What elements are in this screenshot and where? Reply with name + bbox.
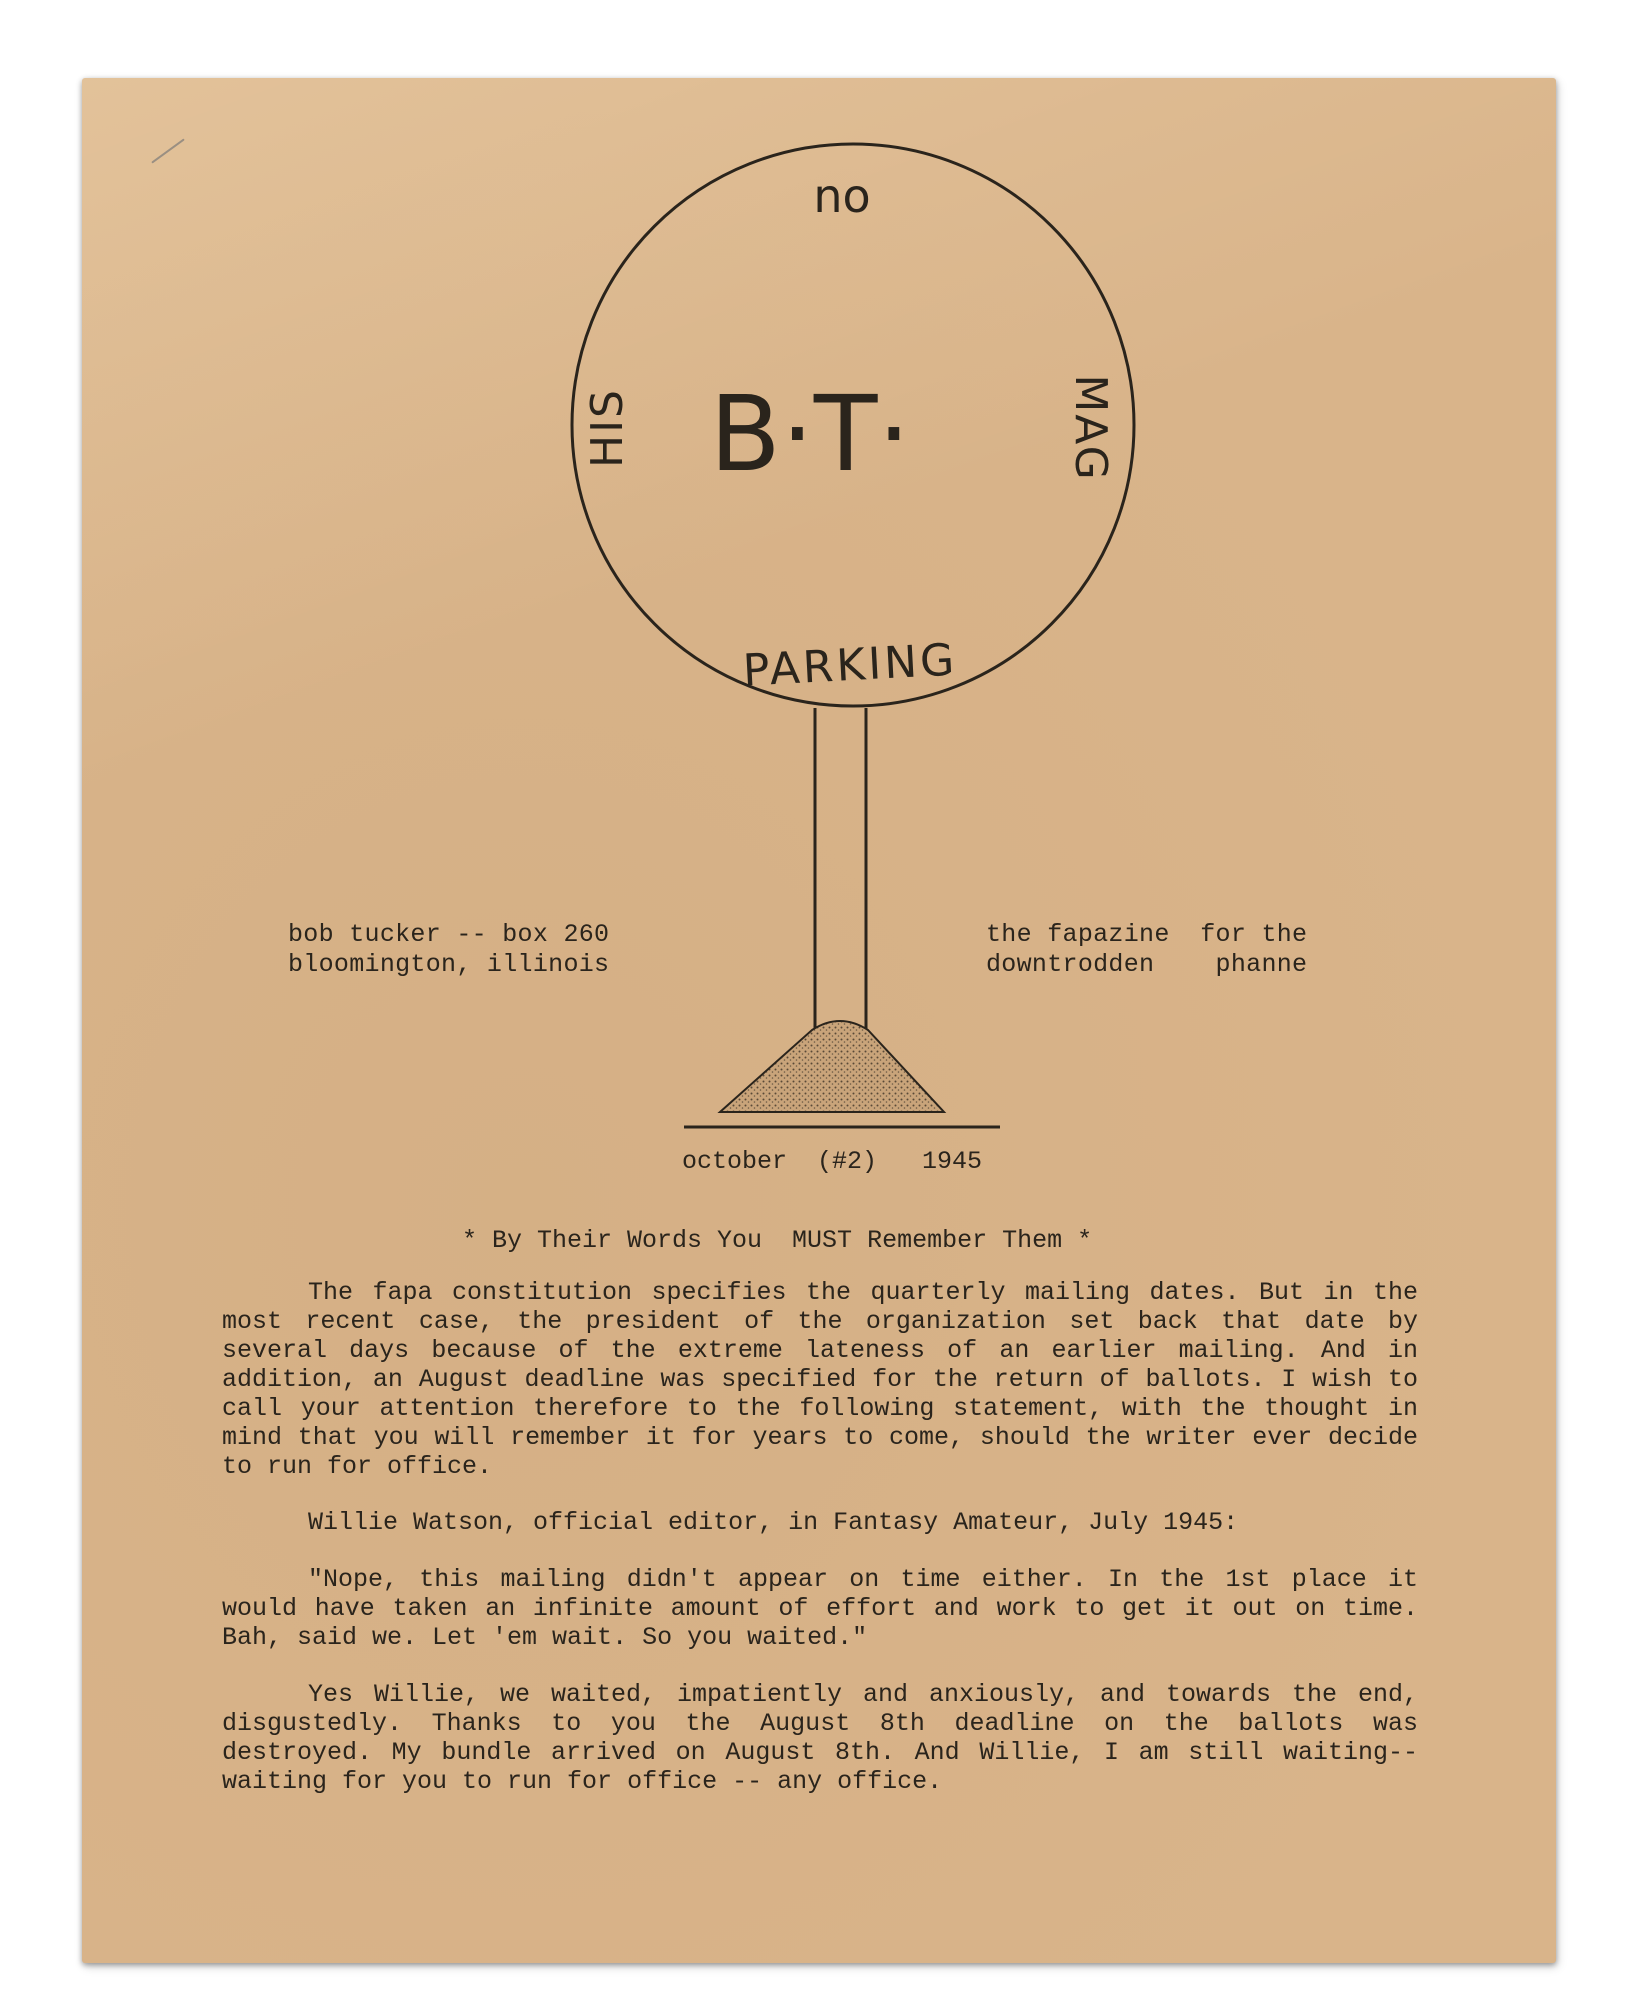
address-line-1: bob tucker -- box 260 [288,920,610,949]
logo-word-top: no [813,169,871,223]
logo-initials: B·T· [709,373,911,495]
paragraph-4 [222,1680,1418,1796]
paragraph-text: "Nope, this mailing didn't appear on time either. In the 1st place it would have taken an infinite amount of effort and work to get it out on time. Bah, said we. Let 'em wait. So you waited." [222,1565,1418,1652]
paragraph-1 [222,1278,1418,1481]
tagline-line-1: the fapazine for the [986,920,1308,949]
paragraph-text: Yes Willie, we waited, impatiently and anxiously, and towards the end, disgustedly. Thanks to you the August 8th deadline on the ballots was destroyed. My bundle arrived on August 8th. And Willie, I am still waiting-- waiting for you to run for office -- any office. [222,1680,1418,1796]
sign-base-mound [720,1021,944,1112]
address-line-2: bloomington, illinois [288,950,610,979]
paragraph-3-quote [222,1565,1418,1652]
paragraph-text: The fapa constitution specifies the quarterly mailing dates. But in the most recent case, the president of the organization set back that date by several days because of the extreme lateness of an earlier mailing. And in addition, an August deadline was specified for the return of ballots. I wish to call your attention therefore to the following statement, with the thought in mind that you will remember it for years to come, should the writer ever decide to run for office. [222,1278,1418,1481]
logo-word-right: MAG [1065,374,1116,482]
article-headline: * By Their Words You MUST Remember Them * [462,1226,1093,1255]
paragraph-2 [222,1508,1418,1537]
paragraph-text: Willie Watson, official editor, in Fantasy Amateur, July 1945: [308,1508,1239,1537]
tagline-line-2: downtrodden phanne [986,950,1308,979]
address-block [288,920,609,980]
tagline-block [986,920,1307,980]
logo-word-bottom: PARKING [741,634,959,697]
issue-date: october (#2) 1945 [682,1147,983,1176]
logo-word-left: HIS [582,388,633,468]
